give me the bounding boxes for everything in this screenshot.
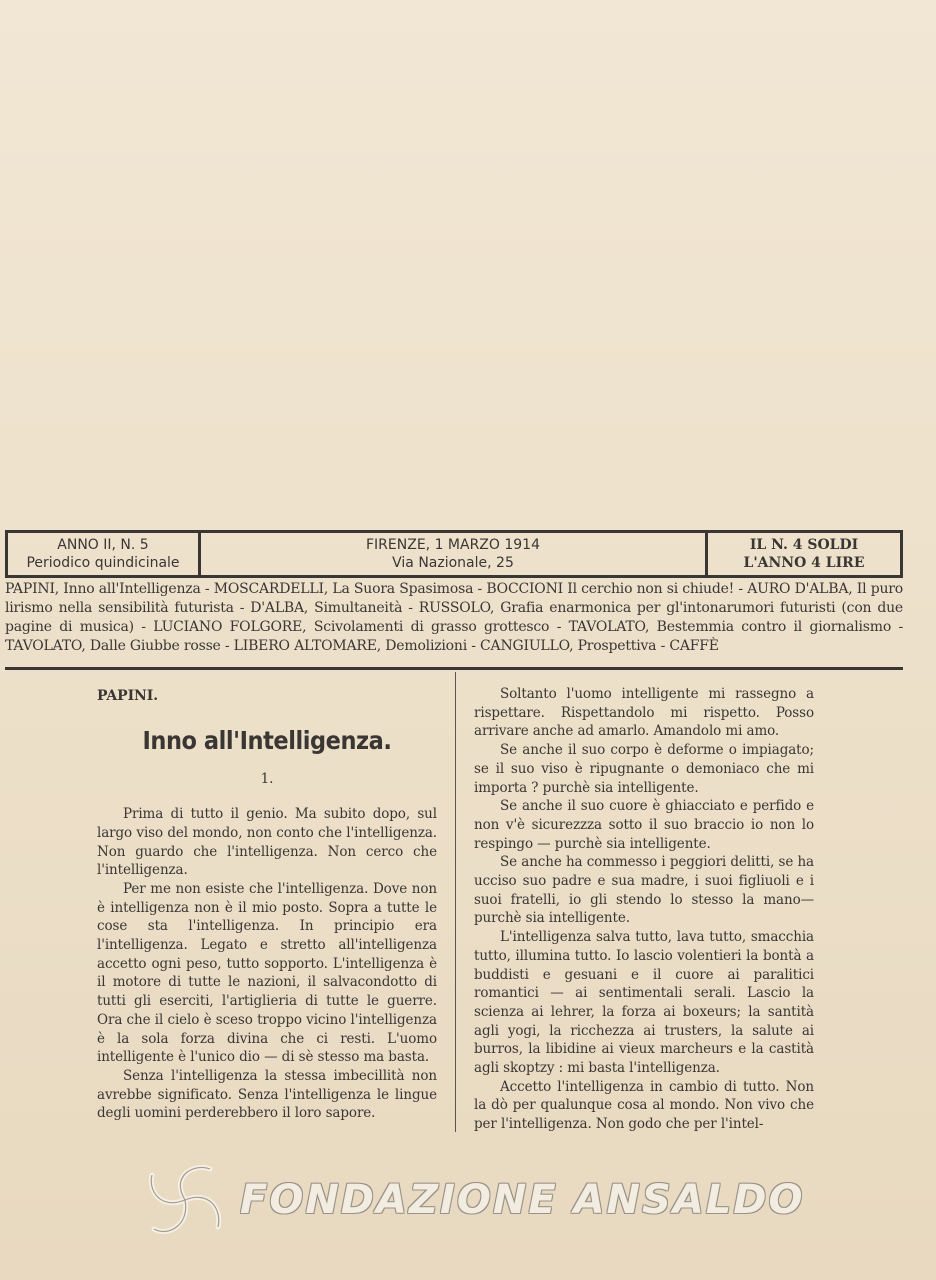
price-issue: IL N. 4 SOLDI	[749, 537, 859, 553]
table-of-contents: PAPINI, Inno all'Intelligenza - MOSCARDELLI, La Suora Spasimosa - BOCCIONI Il cerchio non si chiude! - AURO D'ALBA, Il puro lirismo nella sensibilità futurista - D'ALBA, Simultaneità - RUSSOLO, Grafia enarmonica per gl'intonarumori futuristi (con due pagine di musica) - LUCIANO FOLGORE, Scivolamenti di grasso grottesco - TAVOLATO, Bestemmia contro il giornalismo - TAVOLATO, Dalle Giubbe rosse - LIBERO ALTOMARE, Demolizioni - CANGIULLO, Prospettiva - CAFFÈ	[5, 581, 903, 654]
masthead-letter	[8, 0, 133, 525]
masthead-letter	[803, 0, 928, 525]
masthead-letter	[141, 0, 266, 525]
paragraph: Senza l'intelligenza la stessa imbecillità non avrebbe significato. Senza l'intelligenza le lingue degli uomini perderebbero il loro sapore.	[97, 1067, 437, 1122]
price-year: L'ANNO 4 LIRE	[743, 555, 865, 571]
paragraph: Accetto l'intelligenza in cambio di tutto. Non la dò per qualunque cosa al mondo. Non vivo che per l'intelligenza. Non godo che per l'intel-	[474, 1078, 814, 1133]
masthead-lacerba	[8, 0, 928, 525]
masthead-letter	[538, 0, 663, 525]
paragraph: Prima di tutto il genio. Ma subito dopo, sul largo viso del mondo, non conto che l'intelligenza. Non guardo che l'intelligenza. Non cerco che l'intelligenza.	[97, 806, 437, 879]
ansaldo-logo-icon	[140, 1155, 230, 1245]
article-author: PAPINI.	[97, 688, 158, 704]
price-cell	[705, 533, 900, 575]
paragraph: Per me non esiste che l'intelligenza. Dove non è intelligenza non è il mio posto. Sopra a tutte le cose sta l'intelligenza. In principio era l'intelligenza. Legato e stretto all'intelligenza accetto ogni peso, tutto sopporto. L'intelligenza è il motore di tutte le nazioni, il salvacondotto di tutti gli eserciti, l'artiglieria di tutte le guerre. Ora che il cielo è sceso troppo vicino l'intelligenza è la sola forza divina che ci resti. L'uomo intelligente è l'unico dio — di sè stesso ma basta.	[97, 880, 437, 1066]
paragraph: Se anche il suo corpo è deforme o impiagato; se il suo viso è ripugnante o demoniaco che mi importa ? purchè sia intelligente.	[474, 742, 814, 796]
column-divider	[455, 672, 456, 1132]
issue-info-bar	[5, 530, 903, 578]
contents-divider	[5, 667, 903, 670]
watermark	[140, 1155, 820, 1245]
masthead-letter	[273, 0, 398, 525]
masthead-letter	[671, 0, 796, 525]
issue-date: FIRENZE, 1 MARZO 1914	[366, 537, 540, 553]
masthead-letter	[406, 0, 531, 525]
periodicity: Periodico quindicinale	[26, 555, 180, 571]
article-column-left	[97, 685, 437, 1123]
article-title: Inno all'Intelligenza.	[142, 725, 392, 755]
office-address: Via Nazionale, 25	[392, 555, 514, 571]
paragraph: Se anche il suo cuore è ghiacciato e perfido e non v'è sicurezzza sotto il suo braccio io non lo respingo — purchè sia intelligente.	[474, 798, 814, 852]
section-number: 1.	[260, 771, 274, 788]
paragraph: L'intelligenza salva tutto, lava tutto, smacchia tutto, illumina tutto. Io lascio volentieri la bontà a buddisti e gesuani e il cuore ai paralitici romantici — ai sentimentali serali. Lascio la scienza ai lehrer, la forza ai boxeurs; la santità agli yogi, la ricchezza ai trusters, la salute ai burros, la libidine ai vieux marcheurs e la castità agli skoptzy : mi basta l'intelligenza.	[474, 929, 814, 1077]
paragraph: Soltanto l'uomo intelligente mi rassegno a rispettare. Rispettandolo mi rispetto. Posso arrivare anche ad amarlo. Amandolo mi amo.	[474, 686, 814, 740]
watermark-text: FONDAZIONE ANSALDO	[240, 1177, 805, 1223]
article-column-right	[474, 685, 814, 1134]
issue-number: ANNO II, N. 5	[57, 537, 149, 553]
date-cell	[201, 533, 705, 575]
paragraph: Se anche ha commesso i peggiori delitti, se ha ucciso suo padre e sua madre, i suoi figliuoli e i suoi fratelli, io gli stendo lo stesso la mano— purchè sia intelligente.	[474, 854, 814, 927]
issue-cell	[8, 533, 201, 575]
